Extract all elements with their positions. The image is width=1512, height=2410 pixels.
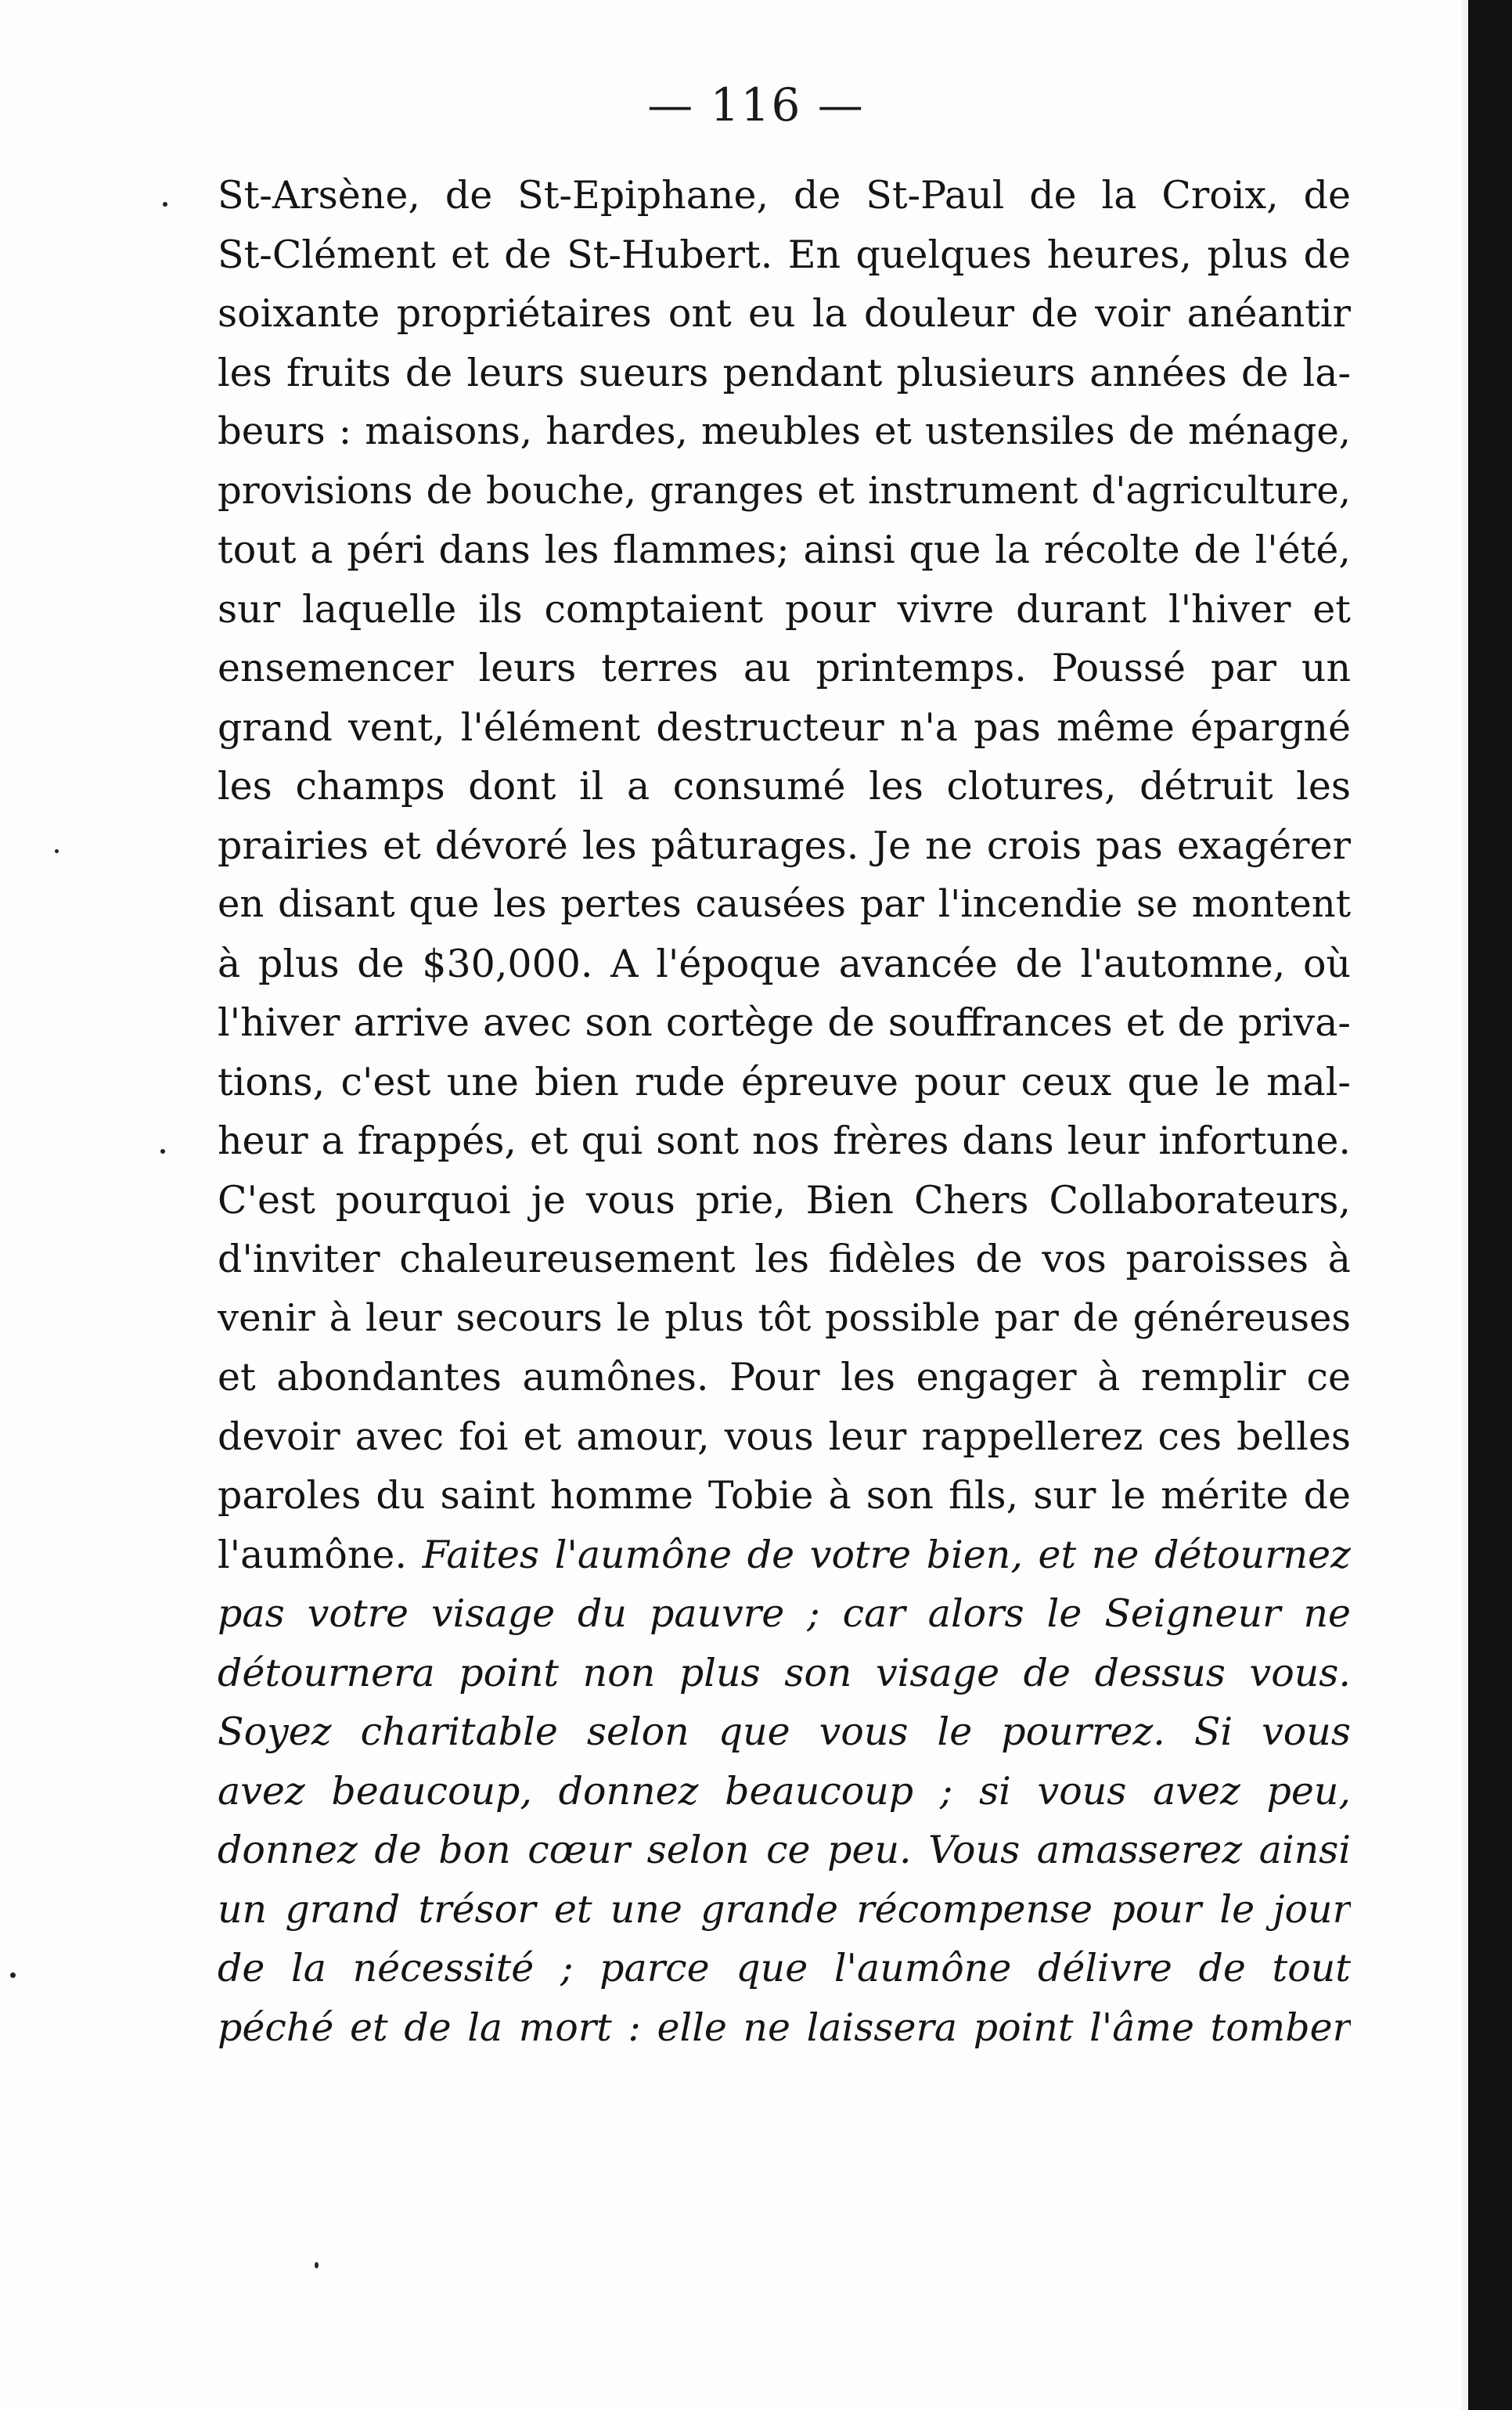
text-line: grand vent, l'élément destructeur n'a pas même épargné bbox=[218, 704, 1351, 750]
text-line: provisions de bouche, granges et instrument d'agriculture, bbox=[218, 468, 1351, 513]
text-line: tions, c'est une bien rude épreuve pour ceux que le mal- bbox=[218, 1059, 1351, 1104]
scan-speck bbox=[163, 202, 167, 207]
text-line: les fruits de leurs sueurs pendant plusieurs années de la- bbox=[218, 350, 1351, 395]
text-line: beurs : maisons, hardes, meubles et ustensiles de ménage, bbox=[218, 409, 1351, 453]
italic-segment: Faites l'aumône de votre bien, et ne détournez bbox=[422, 1532, 1351, 1577]
scan-speck bbox=[10, 1972, 16, 1978]
italic-line: donnez de bon cœur selon ce peu. Vous amasserez ainsi bbox=[218, 1828, 1351, 1872]
italic-line: détournera point non plus son visage de dessus vous. bbox=[218, 1650, 1351, 1695]
italic-line: un grand trésor et une grande récompense pour le jour bbox=[218, 1886, 1351, 1932]
text-line-mixed bbox=[218, 1526, 1351, 1585]
text-line: ensemencer leurs terres au printemps. Poussé par un bbox=[218, 646, 1351, 690]
text-line: heur a frappés, et qui sont nos frères dans leur infortune. bbox=[218, 1119, 1351, 1163]
text-line: venir à leur secours le plus tôt possible par de généreuses bbox=[218, 1295, 1351, 1340]
italic-line: pas votre visage du pauvre ; car alors le Seigneur ne bbox=[218, 1591, 1351, 1636]
text-line: St-Arsène, de St-Epiphane, de St-Paul de la Croix, de bbox=[218, 173, 1351, 218]
text-line: et abondantes aumônes. Pour les engager à remplir ce bbox=[218, 1355, 1351, 1400]
text-line: d'inviter chaleureusement les fidèles de vos paroisses à bbox=[218, 1237, 1351, 1281]
roman-segment: l'aumône. bbox=[218, 1532, 423, 1577]
scan-edge-bar bbox=[1468, 0, 1512, 2410]
scan-speck bbox=[160, 1149, 165, 1154]
text-line: en disant que les pertes causées par l'incendie se montent bbox=[218, 882, 1351, 926]
italic-line: péché et de la mort : elle ne laissera point l'âme tomber bbox=[218, 2005, 1351, 2050]
text-line: C'est pourquoi je vous prie, Bien Chers Collaborateurs, bbox=[218, 1177, 1351, 1223]
scan-speck bbox=[55, 849, 59, 853]
text-line: tout a péri dans les flammes; ainsi que la récolte de l'été, bbox=[218, 528, 1351, 572]
page-number: — 116 — bbox=[647, 78, 865, 131]
text-line: prairies et dévoré les pâturages. Je ne crois pas exagérer bbox=[218, 823, 1351, 868]
italic-line: avez beaucoup, donnez beaucoup ; si vous avez peu, bbox=[218, 1768, 1351, 1814]
text-line: à plus de $30,000. A l'époque avancée de l'automne, où bbox=[218, 941, 1351, 986]
text-line: paroles du saint homme Tobie à son fils, sur le mérite de bbox=[218, 1473, 1351, 1518]
text-line: St-Clément et de St-Hubert. En quelques heures, plus de bbox=[218, 232, 1351, 277]
text-line: les champs dont il a consumé les clotures, détruit les bbox=[218, 764, 1351, 809]
text-line: sur laquelle ils comptaient pour vivre durant l'hiver et bbox=[218, 586, 1351, 632]
body-text bbox=[218, 166, 1351, 2057]
italic-line: de la nécessité ; parce que l'aumône délivre de tout bbox=[218, 1946, 1351, 1990]
scan-margin-gap bbox=[1462, 0, 1468, 2410]
text-line: l'hiver arrive avec son cortège de souffrances et de priva- bbox=[218, 1000, 1351, 1045]
italic-line: Soyez charitable selon que vous le pourrez. Si vous bbox=[218, 1709, 1351, 1754]
scan-speck bbox=[315, 2262, 319, 2268]
text-line: devoir avec foi et amour, vous leur rappellerez ces belles bbox=[218, 1414, 1351, 1459]
text-line: soixante propriétaires ont eu la douleur de voir anéantir bbox=[218, 291, 1351, 336]
